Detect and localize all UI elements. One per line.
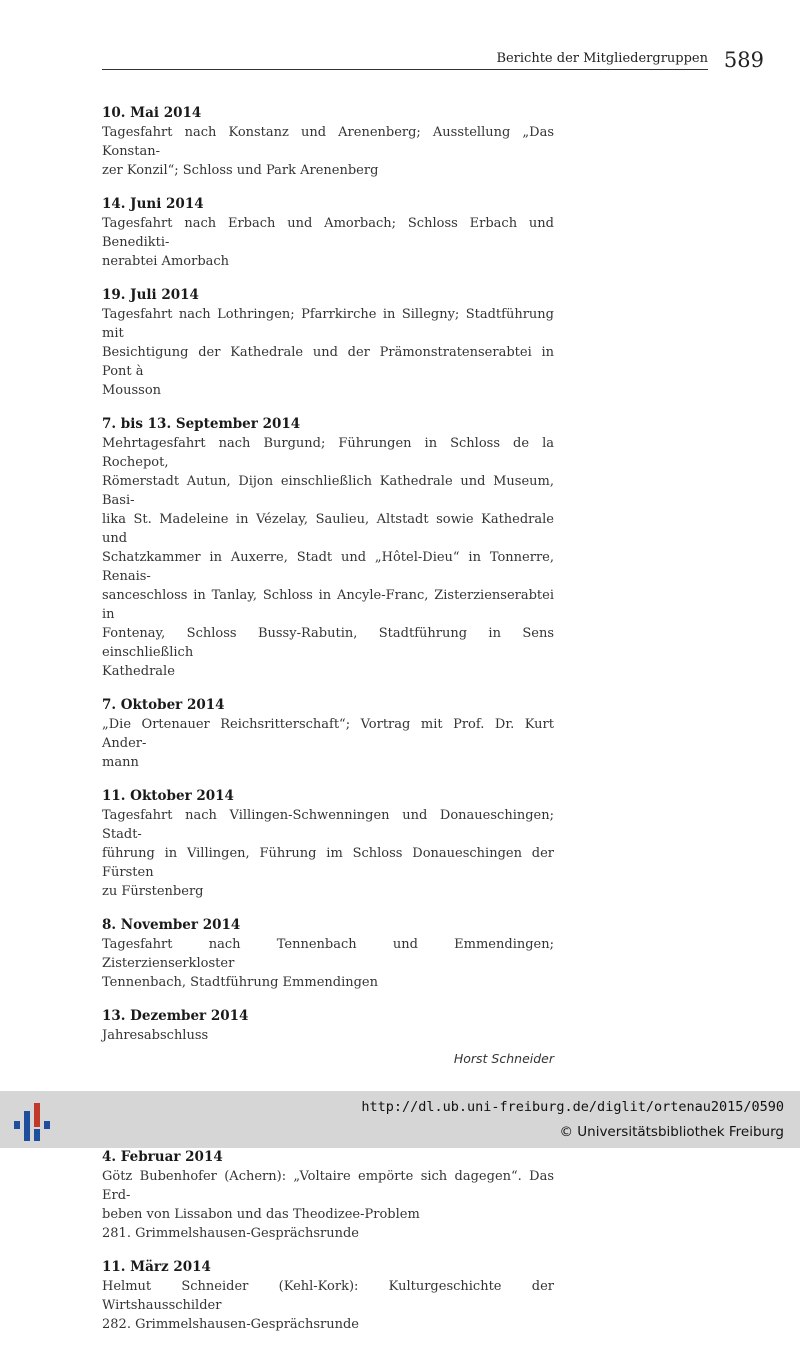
author-signature: Horst Schneider: [453, 1051, 554, 1066]
header-rule: [102, 69, 708, 70]
event-description: [102, 305, 554, 400]
event-entry: [102, 286, 554, 400]
description-line: zu Fürstenberg: [102, 884, 204, 899]
description-line: Schatzkammer in Auxerre, Stadt und „Hôtel-Dieu“ in Tonnerre, Renais-: [102, 550, 554, 584]
description-line: Mehrtagesfahrt nach Burgund; Führungen in Schloss de la Rochepot,: [102, 436, 554, 470]
description-line: Mousson: [102, 383, 162, 398]
page-content: [102, 104, 554, 1349]
description-line: Jahresabschluss: [102, 1028, 209, 1043]
event-date: 19. Juli 2014: [102, 287, 199, 303]
ub-freiburg-logo-icon: [12, 1099, 52, 1143]
description-line: lika St. Madeleine in Vézelay, Saulieu, Altstadt sowie Kathedrale und: [102, 512, 554, 546]
description-line: Kathedrale: [102, 664, 175, 679]
description-line: Tagesfahrt nach Erbach und Amorbach; Schloss Erbach und Benedikti-: [102, 216, 554, 250]
section-event-list: [102, 1148, 554, 1334]
description-line: Tagesfahrt nach Lothringen; Pfarrkirche in Sillegny; Stadtführung mit: [102, 307, 554, 341]
description-line: Tagesfahrt nach Tennenbach und Emmendingen; Zisterzienserkloster: [102, 937, 554, 971]
event-date: 14. Juni 2014: [102, 196, 204, 212]
description-line: Tennenbach, Stadtführung Emmendingen: [102, 975, 379, 990]
description-line: „Die Ortenauer Reichsritterschaft“; Vortrag mit Prof. Dr. Kurt Ander-: [102, 717, 554, 751]
event-description: [102, 1167, 554, 1243]
event-date: 7. Oktober 2014: [102, 697, 225, 713]
description-line: Fontenay, Schloss Bussy-Rabutin, Stadtführung in Sens einschließlich: [102, 626, 554, 660]
description-line: Römerstadt Autun, Dijon einschließlich Kathedrale und Museum, Basi-: [102, 474, 554, 508]
event-description: [102, 715, 554, 772]
event-date: 4. Februar 2014: [102, 1149, 223, 1165]
event-date: 10. Mai 2014: [102, 105, 202, 121]
description-line: Götz Bubenhofer (Achern): „Voltaire empörte sich dagegen“. Das Erd-: [102, 1169, 554, 1203]
event-entry: [102, 1007, 554, 1045]
description-line: zer Konzil“; Schloss und Park Arenenberg: [102, 163, 379, 178]
description-line: Helmut Schneider (Kehl-Kork): Kulturgeschichte der Wirtshausschilder: [102, 1279, 554, 1313]
description-line: Besichtigung der Kathedrale und der Prämonstratenserabtei in Pont à: [102, 345, 554, 379]
event-entry: [102, 195, 554, 271]
event-entry: [102, 916, 554, 992]
event-description: [102, 935, 554, 992]
event-description: [102, 1277, 554, 1334]
event-description: [102, 434, 554, 681]
description-line: sanceschloss in Tanlay, Schloss in Ancyle-Franc, Zisterzienserabtei in: [102, 588, 554, 622]
event-description: [102, 1026, 554, 1045]
event-description: [102, 123, 554, 180]
description-line: führung in Villingen, Führung im Schloss Donaueschingen der Fürsten: [102, 846, 554, 880]
description-line: nerabtei Amorbach: [102, 254, 230, 269]
event-entry: [102, 787, 554, 901]
event-entry: [102, 1258, 554, 1334]
event-list: [102, 104, 554, 1045]
event-date: 8. November 2014: [102, 917, 241, 933]
footer-bar: [0, 1091, 800, 1148]
description-line: Tagesfahrt nach Villingen-Schwenningen und Donaueschingen; Stadt-: [102, 808, 554, 842]
event-date: 7. bis 13. September 2014: [102, 416, 301, 432]
event-date: 11. März 2014: [102, 1259, 211, 1275]
description-line: 282. Grimmelshausen-Gesprächsrunde: [102, 1317, 359, 1332]
running-header-title: Berichte der Mitgliedergruppen: [496, 51, 708, 66]
description-line: Tagesfahrt nach Konstanz und Arenenberg; Ausstellung „Das Konstan-: [102, 125, 554, 159]
description-line: beben von Lissabon und das Theodizee-Problem: [102, 1207, 420, 1222]
event-entry: [102, 696, 554, 772]
copyright-text: © Universitätsbibliothek Freiburg: [559, 1124, 784, 1140]
running-header: [102, 46, 766, 72]
description-line: mann: [102, 755, 139, 770]
event-date: 13. Dezember 2014: [102, 1008, 249, 1024]
event-description: [102, 214, 554, 271]
event-entry: [102, 415, 554, 681]
event-description: [102, 806, 554, 901]
event-date: 11. Oktober 2014: [102, 788, 234, 804]
description-line: 281. Grimmelshausen-Gesprächsrunde: [102, 1226, 359, 1241]
event-entry: [102, 104, 554, 180]
event-entry: [102, 1148, 554, 1243]
source-url-link[interactable]: http://dl.ub.uni-freiburg.de/diglit/ortenau2015/0590: [361, 1099, 784, 1115]
page-number: 589: [723, 48, 764, 72]
